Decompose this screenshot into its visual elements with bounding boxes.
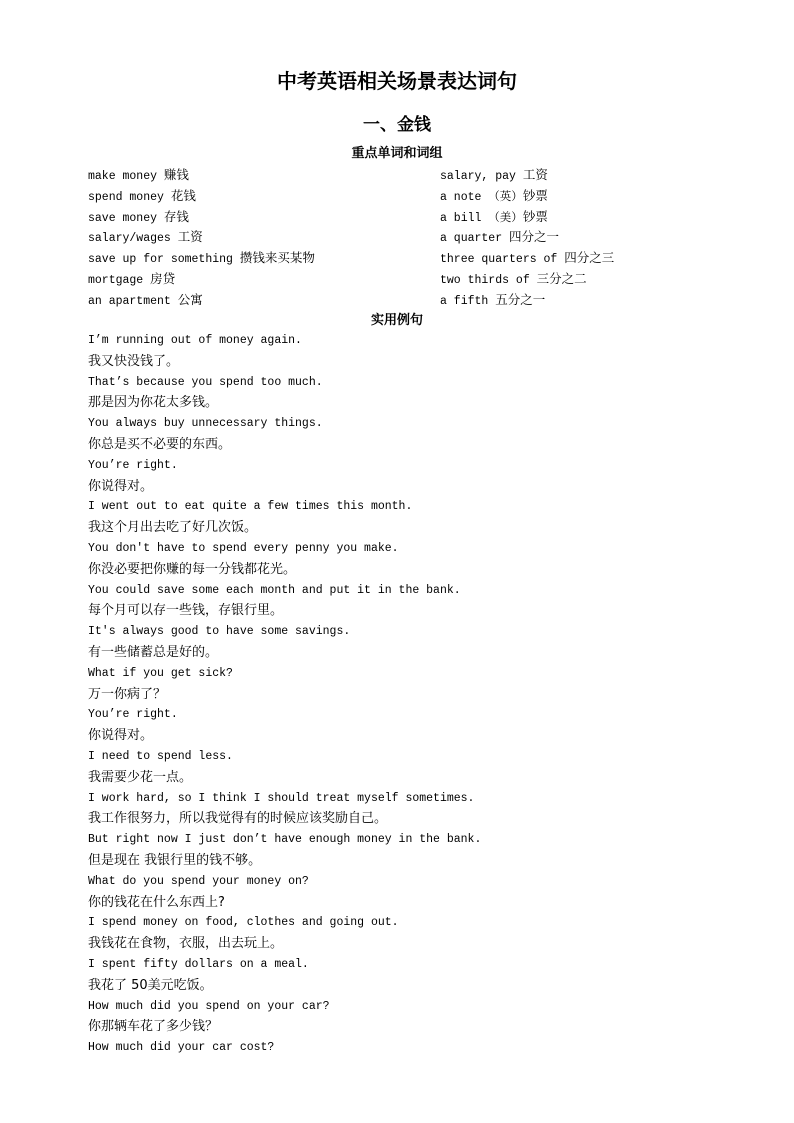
examples-heading: 实用例句 bbox=[370, 313, 423, 328]
vocab-english: a bill （美） bbox=[440, 211, 523, 225]
example-english: I spend money on food, clothes and going out. bbox=[88, 916, 399, 930]
vocab-chinese: 四分之一 bbox=[509, 229, 560, 245]
vocab-chinese: 四分之三 bbox=[564, 250, 615, 266]
example-english: How much did your car cost? bbox=[88, 1041, 275, 1055]
section-heading: 一、金钱 bbox=[363, 115, 431, 135]
example-chinese: 那是因为你花太多钱。 bbox=[88, 395, 219, 411]
page-title: 中考英语相关场景表达词句 bbox=[277, 69, 517, 93]
vocab-english: a fifth bbox=[440, 294, 489, 308]
example-chinese: 你说得对。 bbox=[88, 728, 154, 744]
example-english: You could save some each month and put it in the bank. bbox=[88, 583, 461, 597]
vocab-english: mortgage bbox=[88, 273, 144, 287]
example-english: It's always good to have some savings. bbox=[88, 625, 351, 639]
vocab-english: three quarters of bbox=[440, 253, 558, 267]
vocab-english: two thirds of bbox=[440, 273, 530, 287]
vocab-english: save money bbox=[88, 211, 158, 225]
vocab-english: spend money bbox=[88, 190, 164, 204]
example-chinese: 我又快没钱了。 bbox=[88, 353, 180, 369]
example-chinese: 我需要少花一点。 bbox=[88, 769, 193, 785]
example-chinese: 我钱花在食物，衣服，出去玩上。 bbox=[88, 936, 284, 952]
example-chinese: 我这个月出去吃了好几次饭。 bbox=[88, 520, 258, 536]
vocab-item bbox=[440, 290, 794, 311]
example-chinese: 我花了 50美元吃饭。 bbox=[88, 977, 213, 993]
vocab-chinese: 工资 bbox=[177, 229, 203, 245]
vocab-chinese: 花钱 bbox=[170, 187, 196, 203]
example-english: I need to spend less. bbox=[88, 749, 233, 763]
example-english: How much did you spend on your car? bbox=[88, 999, 330, 1013]
vocab-item bbox=[440, 207, 794, 228]
example-chinese: 你总是买不必要的东西。 bbox=[88, 436, 232, 452]
example-chinese: 我工作很努力，所以我觉得有的时候应该奖励自己。 bbox=[88, 811, 388, 827]
vocab-item bbox=[88, 269, 448, 290]
example-chinese: 你的钱花在什么东西上? bbox=[88, 894, 225, 910]
vocab-chinese: 存钱 bbox=[163, 208, 189, 224]
vocab-item bbox=[440, 269, 794, 290]
vocab-english: a quarter bbox=[440, 232, 503, 246]
vocab-list-left bbox=[88, 165, 448, 311]
vocab-item bbox=[88, 165, 448, 186]
vocab-item bbox=[440, 248, 794, 269]
example-chinese: 但是现在 我银行里的钱不够。 bbox=[88, 852, 262, 868]
example-english: You always buy unnecessary things. bbox=[88, 417, 323, 431]
example-chinese: 你说得对。 bbox=[88, 478, 154, 494]
example-english: You don't have to spend every penny you make. bbox=[88, 541, 399, 555]
example-english: What if you get sick? bbox=[88, 666, 233, 680]
example-english: But right now I just don’t have enough money in the bank. bbox=[88, 833, 482, 847]
vocab-english: a note （英） bbox=[440, 190, 523, 204]
example-chinese: 你没必要把你赚的每一分钱都花光。 bbox=[88, 561, 297, 577]
vocab-item bbox=[88, 186, 448, 207]
vocab-english: salary, pay bbox=[440, 170, 516, 183]
vocab-chinese: 攒钱来买某物 bbox=[239, 250, 315, 266]
example-chinese: 万一你病了？ bbox=[88, 686, 167, 702]
example-chinese: 有一些储蓄总是好的。 bbox=[88, 644, 219, 660]
vocab-item bbox=[440, 186, 794, 207]
vocab-item bbox=[88, 290, 448, 311]
vocab-heading: 重点单词和词组 bbox=[351, 146, 443, 161]
vocab-chinese: 五分之一 bbox=[495, 291, 546, 307]
vocab-item bbox=[440, 165, 794, 186]
vocab-english: salary/wages bbox=[88, 232, 171, 246]
example-english: You’re right. bbox=[88, 458, 178, 472]
vocab-item bbox=[440, 227, 794, 248]
vocab-chinese: 工资 bbox=[522, 167, 548, 182]
example-english: That’s because you spend too much. bbox=[88, 375, 323, 389]
example-english: What do you spend your money on? bbox=[88, 874, 309, 888]
vocab-item bbox=[88, 227, 448, 248]
example-english: You’re right. bbox=[88, 708, 178, 722]
vocab-chinese: 公寓 bbox=[177, 291, 203, 307]
example-english: I went out to eat quite a few times this month. bbox=[88, 500, 413, 514]
example-english: I spent fifty dollars on a meal. bbox=[88, 957, 309, 971]
vocab-english: make money bbox=[88, 170, 158, 183]
vocab-english: an apartment bbox=[88, 294, 171, 308]
vocab-english: save up for something bbox=[88, 253, 233, 267]
vocab-list-right bbox=[440, 165, 794, 311]
example-english: I’m running out of money again. bbox=[88, 334, 302, 347]
vocab-item bbox=[88, 207, 448, 228]
vocab-chinese: 钞票 bbox=[522, 187, 548, 203]
vocab-chinese: 赚钱 bbox=[163, 167, 189, 182]
example-sentences bbox=[88, 331, 728, 1059]
vocab-chinese: 钞票 bbox=[522, 208, 548, 224]
vocab-item bbox=[88, 248, 448, 269]
vocab-chinese: 三分之二 bbox=[536, 270, 587, 286]
example-chinese: 每个月可以存一些钱，存银行里。 bbox=[88, 603, 284, 619]
example-chinese: 你那辆车花了多少钱？ bbox=[88, 1019, 219, 1035]
vocab-chinese: 房贷 bbox=[150, 270, 176, 286]
example-english: I work hard, so I think I should treat myself sometimes. bbox=[88, 791, 475, 805]
